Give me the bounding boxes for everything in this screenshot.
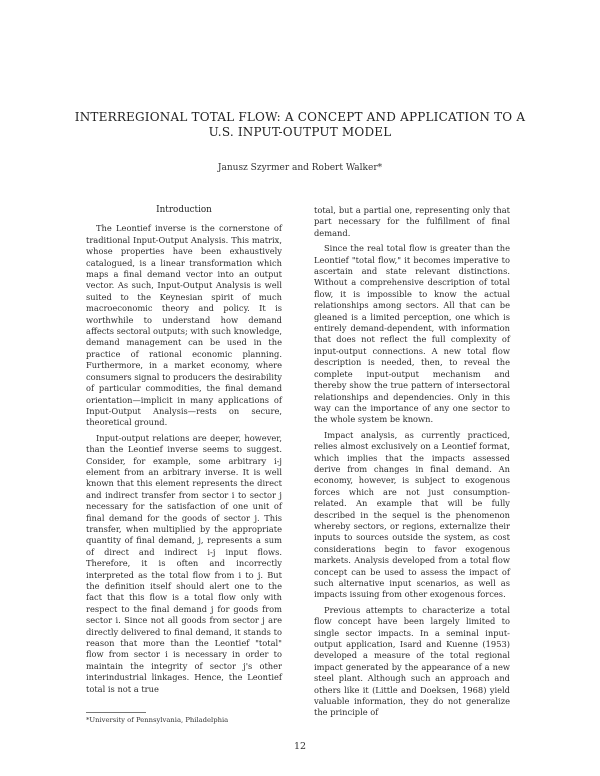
right-column (314, 205, 510, 723)
paragraph: The Leontief inverse is the cornerstone of traditional Input-Output Analysis. This matrix, whose properties have been exhaustively catalogued, is a linear transformation which maps a final demand vector into an output vector. As such, Input-Output Analysis is well suited to the Keynesian spirit of much macroeconomic theory and policy. It is worthwhile to understand how demand affects sectoral outputs; with such knowledge, demand management can be used in the practice of rational economic planning. Furthermore, in a market economy, where consumers signal to producers the desirability of particular commodities, the final demand orientation—implicit in many applications of Input-Output Analysis—rests on secure, theoretical ground. (86, 223, 282, 428)
paragraph: Since the real total flow is greater than the Leontief "total flow," it becomes imperative to ascertain and state relevant distinctions. Without a comprehensive description of total flow, it is impossible to know the actual relationships among sectors. All that can be gleaned is a limited perception, one which is entirely demand-dependent, with information that does not reflect the full complexity of input-output connections. A new total flow description is needed, then, to reveal the complete input-output mechanism and thereby show the true pattern of intersectoral relationships and dependencies. Only in this way can the importance of any one sector to the whole system be known. (314, 243, 510, 425)
title-line-2: U.S. INPUT-OUTPUT MODEL (208, 125, 392, 139)
paragraph: total, but a partial one, representing only that part necessary for the fulfillment of final demand. (314, 205, 510, 238)
paragraph: Input-output relations are deeper, however, than the Leontief inverse seems to suggest. Consider, for example, some arbitrary i-j element from an arbitrary inverse. It is well known that this element represents the direct and indirect transfer from sector i to sector j necessary for the satisfaction of one unit of final demand for the goods of sector j. This transfer, when multiplied by the appropriate quantity of final demand, j, represents a sum of direct and indirect i-j input flows. Therefore, it is often and incorrectly interpreted as the total flow from i to j. But the definition itself should alert one to the fact that this flow is a total flow only with respect to the final demand j for goods from sector i. Since not all goods from sector j are directly delivered to final demand, it stands to reason that more than the Leontief "total" flow from sector i is necessary in order to maintain the integrity of sector j's other interindustrial linkages. Hence, the Leontief total is not a true (86, 432, 282, 694)
authors: Janusz Szyrmer and Robert Walker* (217, 163, 383, 173)
article-title (60, 110, 540, 140)
paragraph: Impact analysis, as currently practiced, relies almost exclusively on a Leontief format, which implies that the impacts assessed derive from changes in final demand. An economy, however, is subject to exogenous forces which are not just consumption-related. An example that will be fully described in the sequel is the phenomenon whereby sectors, or regions, externalize their inputs to sources outside the system, as cost considerations begin to favor exogenous markets. Analysis developed from a total flow concept can be used to assess the impact of such alternative input scenarios, as well as impacts issuing from other exogenous forces. (314, 429, 510, 600)
footnote-rule (86, 712, 146, 713)
title-line-1: INTERREGIONAL TOTAL FLOW: A CONCEPT AND APPLICATION TO A (74, 110, 526, 124)
page-number: 12 (293, 741, 307, 752)
left-column (86, 205, 282, 699)
section-heading: Introduction (156, 205, 212, 215)
footnote: *University of Pennsylvania, Philadelphia (86, 716, 229, 724)
paragraph: Previous attempts to characterize a total flow concept have been largely limited to single sector impacts. In a seminal input-output application, Isard and Kuenne (1953) developed a measure of the total regional impact generated by the appearance of a new steel plant. Although such an approach and others like it (Little and Doeksen, 1968) yield valuable information, they do not generalize the principle of (314, 604, 510, 718)
